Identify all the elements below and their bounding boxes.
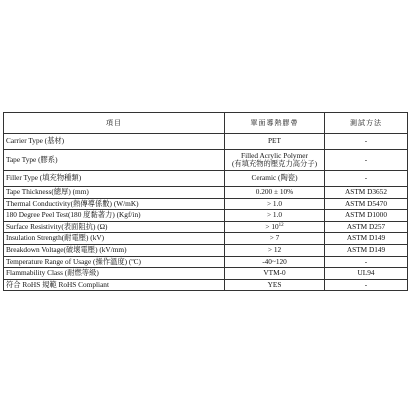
row-value: PET [225,134,325,150]
row-value: > 12 [225,244,325,256]
row-method: ASTM D149 [325,233,408,245]
value-base: > 10 [265,221,279,231]
row-method: - [325,134,408,150]
row-property: Carrier Type (基材) [4,134,225,150]
header-property: 項目 [4,113,225,134]
row-property: 符合 RoHS 規範 RoHS Compliant [4,279,225,291]
table-row [4,268,408,280]
table-row [4,198,408,210]
table-header-row [4,113,408,134]
row-method: ASTM D3652 [325,187,408,199]
table-row [4,233,408,245]
row-method: ASTM D5470 [325,198,408,210]
row-method: - [325,150,408,171]
row-method: - [325,256,408,268]
table-row [4,279,408,291]
row-property: Temperature Range of Usage (操作溫度) (ºC) [4,256,225,268]
header-method: 測試方法 [325,113,408,134]
table-row [4,150,408,171]
row-value: Ceramic (陶瓷) [225,171,325,187]
row-value: 0.200 ± 10% [225,187,325,199]
row-value: VTM-0 [225,268,325,280]
row-property: Thermal Conductivity(熱傳導係數) (W/mK) [4,198,225,210]
table-row [4,221,408,233]
table-row [4,244,408,256]
table-row [4,187,408,199]
table-row [4,171,408,187]
row-value: > 7 [225,233,325,245]
value-line-2: (有填充物的壓克力高分子) [231,159,318,168]
value-line-1: Filled Acrylic Polymer [241,150,308,160]
row-property: Breakdown Voltage(破壞電壓) (kV/mm) [4,244,225,256]
row-property: Tape Thickness(總厚) (mm) [4,187,225,199]
row-property: Surface Resistivity(表面阻抗) (Ω) [4,221,225,233]
row-property: 180 Degree Peel Test(180 度黏著力) (Kgf/in) [4,210,225,222]
row-property: Flammability Class (耐燃等級) [4,268,225,280]
row-method: - [325,279,408,291]
row-method: ASTM D257 [325,221,408,233]
row-method: - [325,171,408,187]
row-method: ASTM D1000 [325,210,408,222]
row-property: Filler Type (填充物種類) [4,171,225,187]
row-property: Tape Type (膠系) [4,150,225,171]
row-method: UL94 [325,268,408,280]
row-value [225,150,325,171]
row-value: -40~120 [225,256,325,268]
row-value [225,221,325,233]
row-method: ASTM D149 [325,244,408,256]
spec-table [3,112,408,291]
table-row [4,134,408,150]
row-value: > 1.0 [225,198,325,210]
row-property: Insulation Strength(耐電壓) (kV) [4,233,225,245]
table-row [4,256,408,268]
row-value: > 1.0 [225,210,325,222]
value-exponent: 12 [278,222,284,228]
row-value: YES [225,279,325,291]
table-row [4,210,408,222]
header-value: 單面導熱膠帶 [225,113,325,134]
